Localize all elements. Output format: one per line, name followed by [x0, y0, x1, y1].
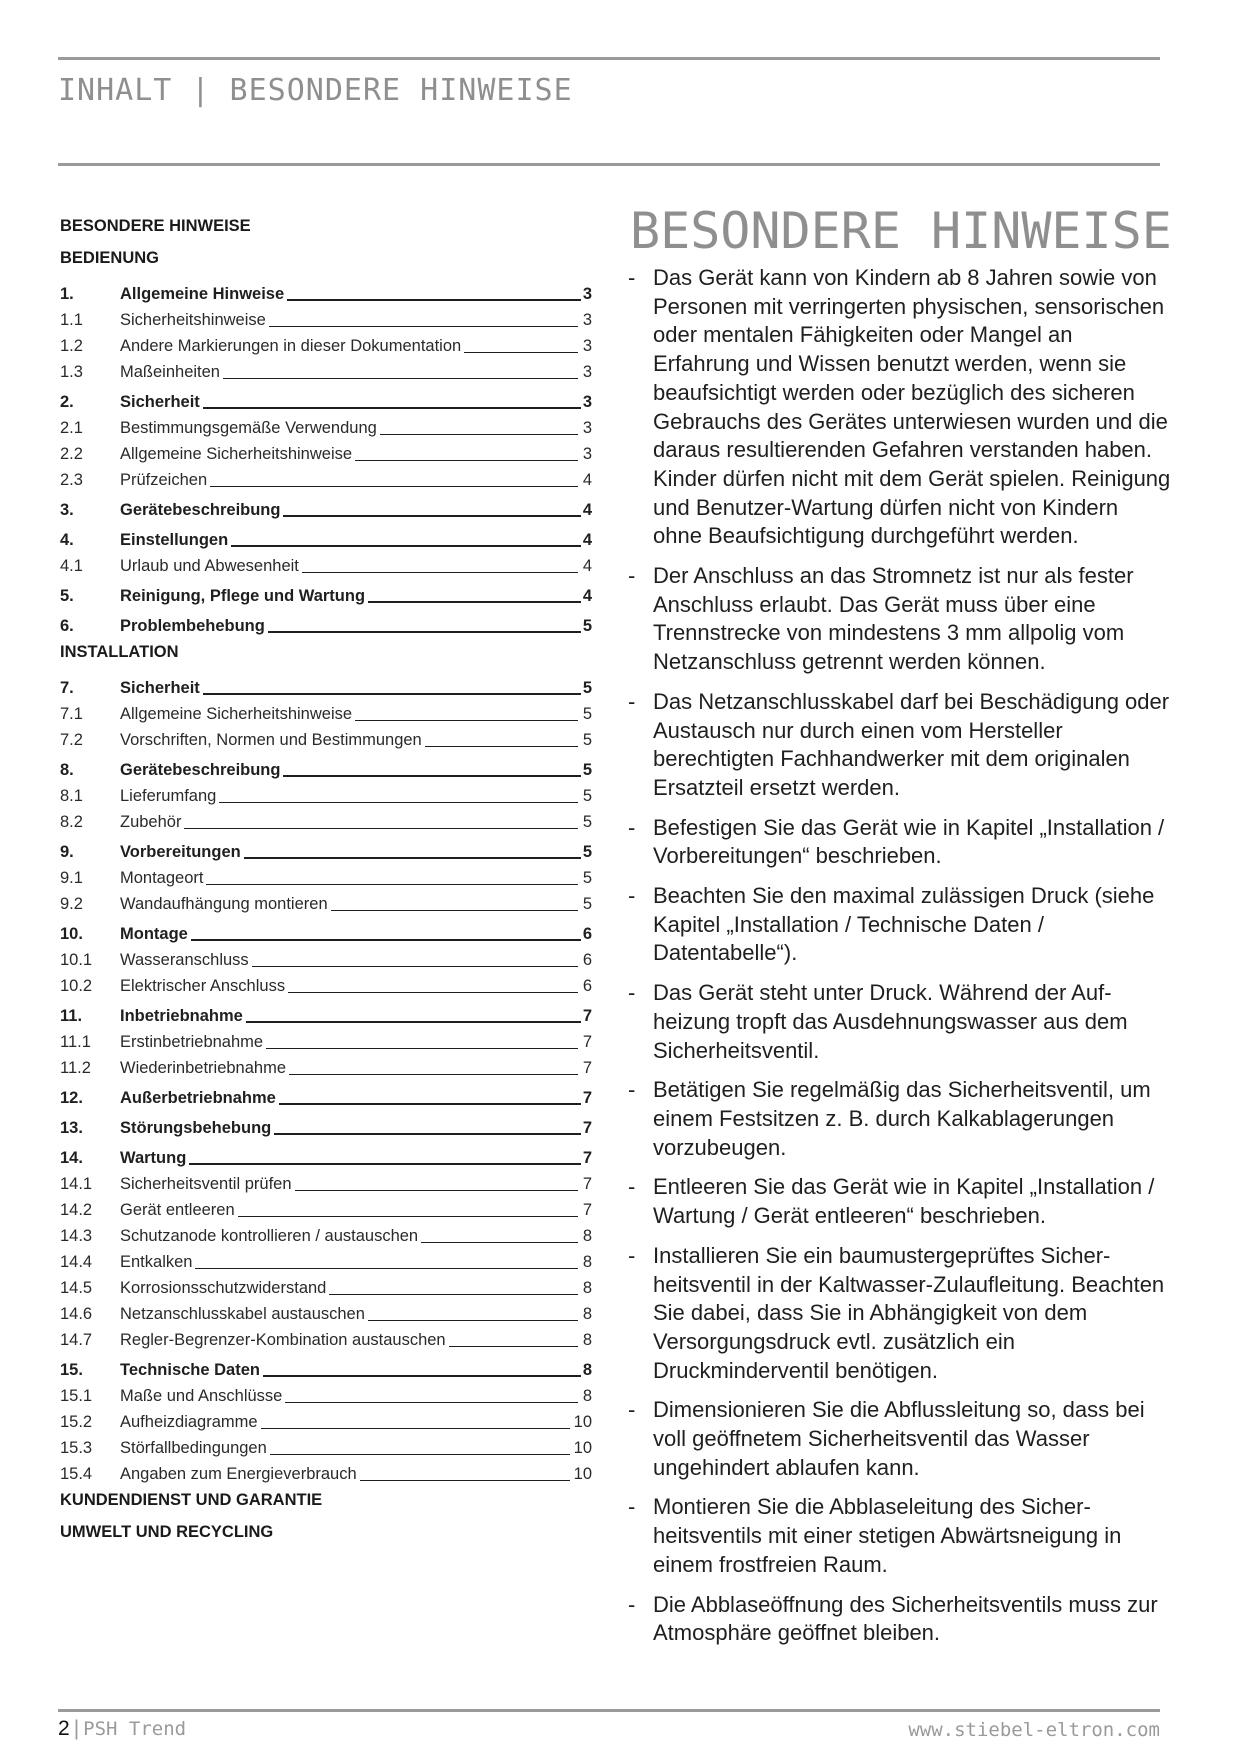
- toc-leader-line: [449, 1346, 578, 1347]
- toc-entry-page: 7: [582, 1149, 592, 1167]
- toc-entry[interactable]: [60, 1352, 592, 1382]
- toc-leader-line: [295, 1190, 578, 1191]
- toc-entry-title: Montageort: [120, 869, 204, 887]
- toc-entry[interactable]: [60, 1196, 592, 1222]
- toc-leader-line: [195, 1268, 578, 1269]
- toc-entry-number: 1.: [60, 285, 74, 303]
- bullet-dash-icon: -: [628, 1397, 636, 1423]
- toc-leader-line: [425, 746, 578, 747]
- toc-entry-page: 10: [573, 1465, 592, 1483]
- toc-entry[interactable]: [60, 972, 592, 998]
- toc-leader-line: [360, 1480, 570, 1481]
- toc-leader-line: [288, 992, 578, 993]
- toc-entry-title: Gerätebeschreibung: [120, 501, 281, 519]
- header-bottom-rule: [58, 163, 1160, 166]
- toc-leader-line: [269, 326, 578, 327]
- header-top-rule: [58, 57, 1160, 60]
- toc-entry-title: Bestimmungsgemäße Verwendung: [120, 419, 377, 437]
- toc-entry[interactable]: [60, 276, 592, 306]
- toc-leader-line: [283, 775, 581, 777]
- toc-entry-page: 6: [582, 977, 592, 995]
- toc-entry[interactable]: [60, 332, 592, 358]
- toc-entry-title: Schutzanode kontrollieren / austauschen: [120, 1227, 419, 1245]
- footer-rule: [58, 1709, 1160, 1712]
- toc-entry-title: Gerät entleeren: [120, 1201, 235, 1219]
- safety-note: [628, 979, 1173, 1065]
- toc-leader-line: [203, 693, 581, 695]
- website-link[interactable]: www.stiebel-eltron.com: [908, 1719, 1160, 1741]
- toc-entry[interactable]: [60, 1170, 592, 1196]
- toc-entry-number: 7.2: [60, 731, 83, 749]
- toc-entry-page: 3: [582, 285, 592, 303]
- toc-leader-line: [246, 1021, 581, 1023]
- toc-entry-title: Regler-Begrenzer-Kombination austauschen: [120, 1331, 446, 1349]
- toc-entry[interactable]: [60, 552, 592, 578]
- safety-note-text: Installieren Sie ein baumustergeprüftes Sicherheitsventil in der Kaltwasser-Zulaufleitung. Beachten Sie dabei, dass Sie in Abhängigkeit von dem Versorgungsdruck evtl. zusätzlich ein Druckminderventil benötigen.: [653, 1242, 1165, 1383]
- bullet-dash-icon: -: [628, 1174, 636, 1200]
- toc-section-heading[interactable]: INSTALLATION: [60, 643, 179, 661]
- bullet-dash-icon: -: [628, 814, 636, 840]
- bullet-dash-icon: -: [628, 688, 636, 714]
- toc-entry-page: 4: [582, 557, 592, 575]
- bullet-dash-icon: -: [628, 1494, 636, 1520]
- toc-entry-number: 4.1: [60, 557, 83, 575]
- toc-entry-title: Vorbereitungen: [120, 843, 241, 861]
- toc-leader-line: [289, 1074, 578, 1075]
- toc-entry-title: Allgemeine Hinweise: [120, 285, 285, 303]
- toc-entry-number: 14.1: [60, 1175, 93, 1193]
- toc-entry-page: 7: [582, 1175, 592, 1193]
- toc-entry[interactable]: [60, 1300, 592, 1326]
- toc-entry-page: 8: [582, 1387, 592, 1405]
- toc-entry-page: 7: [582, 1201, 592, 1219]
- toc-entry-page: 5: [582, 761, 592, 779]
- bullet-dash-icon: -: [628, 1077, 636, 1103]
- safety-note: [628, 688, 1173, 803]
- toc-entry-page: 5: [582, 869, 592, 887]
- toc-entry-number: 15.2: [60, 1413, 93, 1431]
- toc-entry-page: 5: [582, 679, 592, 697]
- toc-leader-line: [219, 802, 578, 803]
- toc-entry[interactable]: [60, 700, 592, 726]
- toc-entry-title: Wartung: [120, 1149, 187, 1167]
- toc-entry-title: Außerbetriebnahme: [120, 1089, 276, 1107]
- toc-entry[interactable]: [60, 1382, 592, 1408]
- toc-entry[interactable]: [60, 1434, 592, 1460]
- safety-note-text: Entleeren Sie das Gerät wie in Kapitel „Installation / Wartung / Gerät entleeren“ beschrieben.: [653, 1174, 1155, 1229]
- toc-entry-page: 7: [582, 1089, 592, 1107]
- toc-leader-line: [331, 910, 578, 911]
- toc-leader-line: [203, 407, 581, 409]
- toc-entry-number: 2.2: [60, 445, 83, 463]
- safety-note-text: Das Gerät kann von Kindern ab 8 Jahren sowie von Personen mit verringerten physischen, sensorischen oder mentalen Fähigkeiten oder Mangel an Erfahrung und Wissen benutzt werden, wenn sie beaufsichtigt werden oder bezüglich des sicheren Gebrauchs des Gerätes unterwiesen wurden und die daraus resultierenden Gefahren verstanden haben. Kinder dürfen nicht mit dem Gerät spielen. Reinigung und Benutzer-Wartung dürfen nicht von Kindern ohne Beaufsichtigung durchgeführt werden.: [653, 265, 1171, 549]
- safety-note: [628, 562, 1173, 677]
- toc-leader-line: [266, 1048, 578, 1049]
- toc-entry[interactable]: [60, 440, 592, 466]
- toc-leader-line: [238, 1216, 578, 1217]
- toc-entry[interactable]: [60, 1140, 592, 1170]
- toc-leader-line: [270, 1454, 570, 1455]
- toc-leader-line: [287, 299, 581, 301]
- bullet-dash-icon: -: [628, 883, 636, 909]
- toc-entry[interactable]: [60, 1080, 592, 1110]
- toc-section-heading[interactable]: KUNDENDIENST UND GARANTIE: [60, 1491, 323, 1509]
- toc-entry-title: Prüfzeichen: [120, 471, 208, 489]
- safety-note: [628, 1591, 1173, 1648]
- toc-entry-number: 10.2: [60, 977, 93, 995]
- toc-leader-line: [223, 378, 578, 379]
- toc-entry-title: Maße und Anschlüsse: [120, 1387, 283, 1405]
- toc-entry-number: 15.: [60, 1361, 83, 1379]
- toc-entry-page: 3: [582, 363, 592, 381]
- toc-entry-number: 1.2: [60, 337, 83, 355]
- safety-note: [628, 1173, 1173, 1230]
- toc-entry[interactable]: [60, 726, 592, 752]
- toc-entry-number: 14.6: [60, 1305, 93, 1323]
- bullet-dash-icon: -: [628, 1242, 636, 1268]
- toc-entry[interactable]: [60, 1054, 592, 1080]
- safety-note-text: Die Abblaseöffnung des Sicherheitsventils muss zur Atmosphäre geöffnet bleiben.: [653, 1591, 1158, 1646]
- page-number: 2: [58, 1717, 70, 1740]
- toc-entry-page: 8: [582, 1227, 592, 1245]
- toc-leader-line: [268, 631, 581, 633]
- toc-entry[interactable]: [60, 864, 592, 890]
- toc-entry[interactable]: [60, 890, 592, 916]
- safety-note: [628, 1493, 1173, 1579]
- toc-entry-number: 10.1: [60, 951, 93, 969]
- toc-entry-number: 15.4: [60, 1465, 93, 1483]
- toc-entry-title: Reinigung, Pflege und Wartung: [120, 587, 366, 605]
- toc-entry[interactable]: [60, 1110, 592, 1140]
- toc-entry[interactable]: [60, 752, 592, 782]
- toc-entry-number: 2.3: [60, 471, 83, 489]
- toc-entry-number: 14.5: [60, 1279, 93, 1297]
- safety-note-text: Dimensionieren Sie die Abflussleitung so, dass bei voll geöffnetem Sicherheitsventil das Wasser ungehindert ablaufen kann.: [653, 1397, 1145, 1480]
- toc-entry-number: 15.3: [60, 1439, 93, 1457]
- toc-entry-page: 7: [582, 1119, 592, 1137]
- toc-entry-page: 3: [582, 337, 592, 355]
- toc-entry-title: Allgemeine Sicherheitshinweise: [120, 705, 353, 723]
- toc-leader-line: [263, 1375, 581, 1377]
- toc-entry-page: 8: [582, 1253, 592, 1271]
- toc-entry-number: 8.1: [60, 787, 83, 805]
- toc-entry-page: 3: [582, 393, 592, 411]
- safety-notes-list: [628, 264, 1173, 1659]
- toc-leader-line: [285, 1402, 578, 1403]
- toc-leader-line: [189, 1163, 581, 1165]
- toc-entry-number: 9.2: [60, 895, 83, 913]
- toc-entry[interactable]: [60, 608, 592, 638]
- footer-page-info: [58, 1717, 186, 1741]
- toc-entry-title: Sicherheitsventil prüfen: [120, 1175, 292, 1193]
- toc-leader-line: [380, 434, 578, 435]
- bullet-dash-icon: -: [628, 1591, 636, 1617]
- toc-entry-page: 8: [582, 1279, 592, 1297]
- toc-entry-page: 3: [582, 419, 592, 437]
- toc-entry-page: 5: [582, 705, 592, 723]
- toc-entry[interactable]: [60, 1326, 592, 1352]
- toc-leader-line: [261, 1428, 570, 1429]
- toc-entry-page: 8: [582, 1331, 592, 1349]
- toc-leader-line: [244, 857, 581, 859]
- safety-note: [628, 882, 1173, 968]
- toc-leader-line: [329, 1294, 578, 1295]
- toc-entry-page: 10: [573, 1413, 592, 1431]
- toc-section-heading[interactable]: BEDIENUNG: [60, 249, 160, 267]
- toc-entry[interactable]: [60, 782, 592, 808]
- toc-entry-page: 6: [582, 925, 592, 943]
- bullet-dash-icon: -: [628, 265, 636, 290]
- section-title: BESONDERE HINWEISE: [630, 202, 1172, 260]
- toc-leader-line: [421, 1242, 578, 1243]
- safety-note-text: Das Gerät steht unter Druck. Während der Aufheizung tropft das Ausdehnungswasser aus dem Sicherheitsventil.: [653, 980, 1128, 1063]
- toc-leader-line: [368, 1320, 578, 1321]
- toc-entry[interactable]: [60, 414, 592, 440]
- toc-entry-number: 11.2: [60, 1059, 91, 1077]
- toc-entry-page: 3: [582, 311, 592, 329]
- toc-entry-page: 5: [582, 813, 592, 831]
- safety-note-text: Das Netzanschlusskabel darf bei Beschädigung oder Austausch nur durch einen vom Hersteller berechtigten Fachhandwerker mit dem originalen Ersatzteil ersetzt werden.: [653, 688, 1170, 800]
- toc-entry[interactable]: [60, 670, 592, 700]
- toc-entry[interactable]: [60, 492, 592, 522]
- toc-entry-page: 8: [582, 1361, 592, 1379]
- toc-entry-title: Sicherheitshinweise: [120, 311, 266, 329]
- toc-entry-title: Sicherheit: [120, 679, 200, 697]
- toc-entry[interactable]: [60, 808, 592, 834]
- toc-entry-page: 4: [582, 587, 592, 605]
- toc-entry-number: 14.4: [60, 1253, 93, 1271]
- toc-entry-title: Erstinbetriebnahme: [120, 1033, 264, 1051]
- toc-entry-title: Montage: [120, 925, 188, 943]
- toc-leader-line: [210, 486, 578, 487]
- toc-entry-title: Wiederinbetriebnahme: [120, 1059, 287, 1077]
- toc-entry-page: 7: [582, 1033, 592, 1051]
- safety-note: [628, 1242, 1173, 1386]
- toc-entry[interactable]: [60, 1028, 592, 1054]
- toc-entry[interactable]: [60, 946, 592, 972]
- toc-entry-page: 4: [582, 501, 592, 519]
- toc-entry-number: 9.1: [60, 869, 83, 887]
- toc-entry-number: 8.: [60, 761, 74, 779]
- toc-section-heading[interactable]: UMWELT UND RECYCLING: [60, 1523, 274, 1541]
- toc-entry-page: 3: [582, 445, 592, 463]
- toc-entry-title: Netzanschlusskabel austauschen: [120, 1305, 365, 1323]
- toc-entry-page: 5: [582, 787, 592, 805]
- toc-entry-title: Wasseranschluss: [120, 951, 249, 969]
- toc-entry-title: Elektrischer Anschluss: [120, 977, 286, 995]
- toc-entry[interactable]: [60, 578, 592, 608]
- toc-entry-number: 14.2: [60, 1201, 93, 1219]
- toc-leader-line: [274, 1133, 581, 1135]
- toc-entry-title: Störfallbedingungen: [120, 1439, 267, 1457]
- toc-entry[interactable]: [60, 522, 592, 552]
- toc-entry-title: Einstellungen: [120, 531, 229, 549]
- toc-entry-number: 4.: [60, 531, 74, 549]
- toc-entry[interactable]: [60, 916, 592, 946]
- toc-entry-title: Entkalken: [120, 1253, 193, 1271]
- toc-entry-page: 5: [582, 843, 592, 861]
- safety-note-text: Beachten Sie den maximal zulässigen Druck (siehe Kapitel „Installation / Technische Daten / Datentabelle“).: [653, 883, 1155, 966]
- toc-entry-title: Sicherheit: [120, 393, 200, 411]
- toc-entry[interactable]: [60, 466, 592, 492]
- toc-entry-page: 4: [582, 471, 592, 489]
- safety-note-text: Montieren Sie die Abblaseleitung des Sicherheitsventils mit einer stetigen Abwärtsneigung in einem frostfreien Raum.: [653, 1494, 1122, 1577]
- toc-entry-number: 1.3: [60, 363, 83, 381]
- toc-entry-page: 5: [582, 617, 592, 635]
- toc-leader-line: [464, 352, 578, 353]
- safety-note-text: Befestigen Sie das Gerät wie in Kapitel „Installation / Vorbereitungen“ beschrieben.: [653, 814, 1165, 869]
- safety-note: [628, 264, 1173, 551]
- toc-entry-number: 3.: [60, 501, 74, 519]
- toc-entry[interactable]: [60, 1408, 592, 1434]
- toc-entry-page: 7: [582, 1059, 592, 1077]
- toc-entry-title: Lieferumfang: [120, 787, 217, 805]
- safety-note-text: Der Anschluss an das Stromnetz ist nur als fester Anschluss erlaubt. Das Gerät muss über eine Trennstrecke von mindestens 3 mm allpolig vom Netzanschluss getrennt werden können.: [653, 563, 1134, 675]
- toc-entry-title: Technische Daten: [120, 1361, 260, 1379]
- toc-leader-line: [191, 939, 581, 941]
- toc-entry-title: Urlaub und Abwesenheit: [120, 557, 299, 575]
- toc-leader-line: [184, 828, 578, 829]
- toc-entry[interactable]: [60, 306, 592, 332]
- toc-leader-line: [231, 545, 581, 547]
- toc-leader-line: [283, 515, 581, 517]
- table-of-contents: [60, 212, 592, 1550]
- toc-entry-number: 11.1: [60, 1033, 91, 1051]
- toc-leader-line: [279, 1103, 581, 1105]
- toc-entry-page: 8: [582, 1305, 592, 1323]
- toc-leader-line: [206, 884, 578, 885]
- toc-entry[interactable]: [60, 834, 592, 864]
- toc-entry-number: 12.: [60, 1089, 83, 1107]
- toc-entry-title: Problembehebung: [120, 617, 265, 635]
- toc-entry-number: 6.: [60, 617, 74, 635]
- bullet-dash-icon: -: [628, 563, 636, 589]
- toc-entry-title: Vorschriften, Normen und Bestimmungen: [120, 731, 422, 749]
- toc-entry-title: Inbetriebnahme: [120, 1007, 243, 1025]
- toc-entry-title: Wandaufhängung montieren: [120, 895, 328, 913]
- product-name: PSH Trend: [83, 1718, 187, 1740]
- toc-entry-title: Störungsbehebung: [120, 1119, 272, 1137]
- toc-leader-line: [252, 966, 578, 967]
- toc-entry-title: Korrosionsschutzwiderstand: [120, 1279, 327, 1297]
- toc-section-heading[interactable]: BESONDERE HINWEISE: [60, 217, 251, 235]
- toc-entry[interactable]: [60, 1274, 592, 1300]
- toc-leader-line: [302, 572, 578, 573]
- toc-entry-number: 5.: [60, 587, 74, 605]
- toc-entry-title: Aufheizdiagramme: [120, 1413, 258, 1431]
- toc-entry[interactable]: [60, 1460, 592, 1486]
- toc-entry-number: 7.: [60, 679, 74, 697]
- toc-entry-number: 11.: [60, 1007, 83, 1025]
- bullet-dash-icon: -: [628, 980, 636, 1006]
- toc-entry-title: Gerätebeschreibung: [120, 761, 281, 779]
- toc-entry-number: 2.1: [60, 419, 83, 437]
- toc-entry-number: 14.3: [60, 1227, 93, 1245]
- safety-note: [628, 814, 1173, 871]
- toc-entry-number: 9.: [60, 843, 74, 861]
- toc-entry-number: 2.: [60, 393, 74, 411]
- toc-leader-line: [368, 601, 581, 603]
- toc-entry-title: Maßeinheiten: [120, 363, 220, 381]
- toc-entry-page: 10: [573, 1439, 592, 1457]
- toc-entry[interactable]: [60, 384, 592, 414]
- footer-separator: |: [73, 1717, 80, 1740]
- safety-note-text: Betätigen Sie regelmäßig das Sicherheitsventil, um einem Festsitzen z. B. durch Kalkablagerungen vorzubeugen.: [653, 1077, 1151, 1160]
- toc-leader-line: [355, 460, 578, 461]
- toc-entry-number: 15.1: [60, 1387, 93, 1405]
- toc-entry-title: Allgemeine Sicherheitshinweise: [120, 445, 353, 463]
- toc-entry-number: 13.: [60, 1119, 83, 1137]
- toc-entry-number: 10.: [60, 925, 83, 943]
- toc-entry-page: 5: [582, 895, 592, 913]
- toc-entry-number: 8.2: [60, 813, 83, 831]
- toc-entry-title: Andere Markierungen in dieser Dokumentation: [120, 337, 462, 355]
- toc-entry-number: 1.1: [60, 311, 83, 329]
- toc-entry-page: 5: [582, 731, 592, 749]
- toc-leader-line: [355, 720, 578, 721]
- toc-entry-page: 7: [582, 1007, 592, 1025]
- toc-entry-number: 7.1: [60, 705, 83, 723]
- toc-entry[interactable]: [60, 998, 592, 1028]
- toc-entry-title: Zubehör: [120, 813, 182, 831]
- toc-entry-number: 14.: [60, 1149, 83, 1167]
- toc-entry-number: 14.7: [60, 1331, 93, 1349]
- toc-entry[interactable]: [60, 1222, 592, 1248]
- toc-entry-title: Angaben zum Energieverbrauch: [120, 1465, 357, 1483]
- toc-entry-page: 6: [582, 951, 592, 969]
- safety-note: [628, 1396, 1173, 1482]
- safety-note: [628, 1076, 1173, 1162]
- toc-entry[interactable]: [60, 1248, 592, 1274]
- running-header: INHALT | BESONDERE HINWEISE: [58, 73, 573, 108]
- toc-entry-page: 4: [582, 531, 592, 549]
- toc-entry[interactable]: [60, 358, 592, 384]
